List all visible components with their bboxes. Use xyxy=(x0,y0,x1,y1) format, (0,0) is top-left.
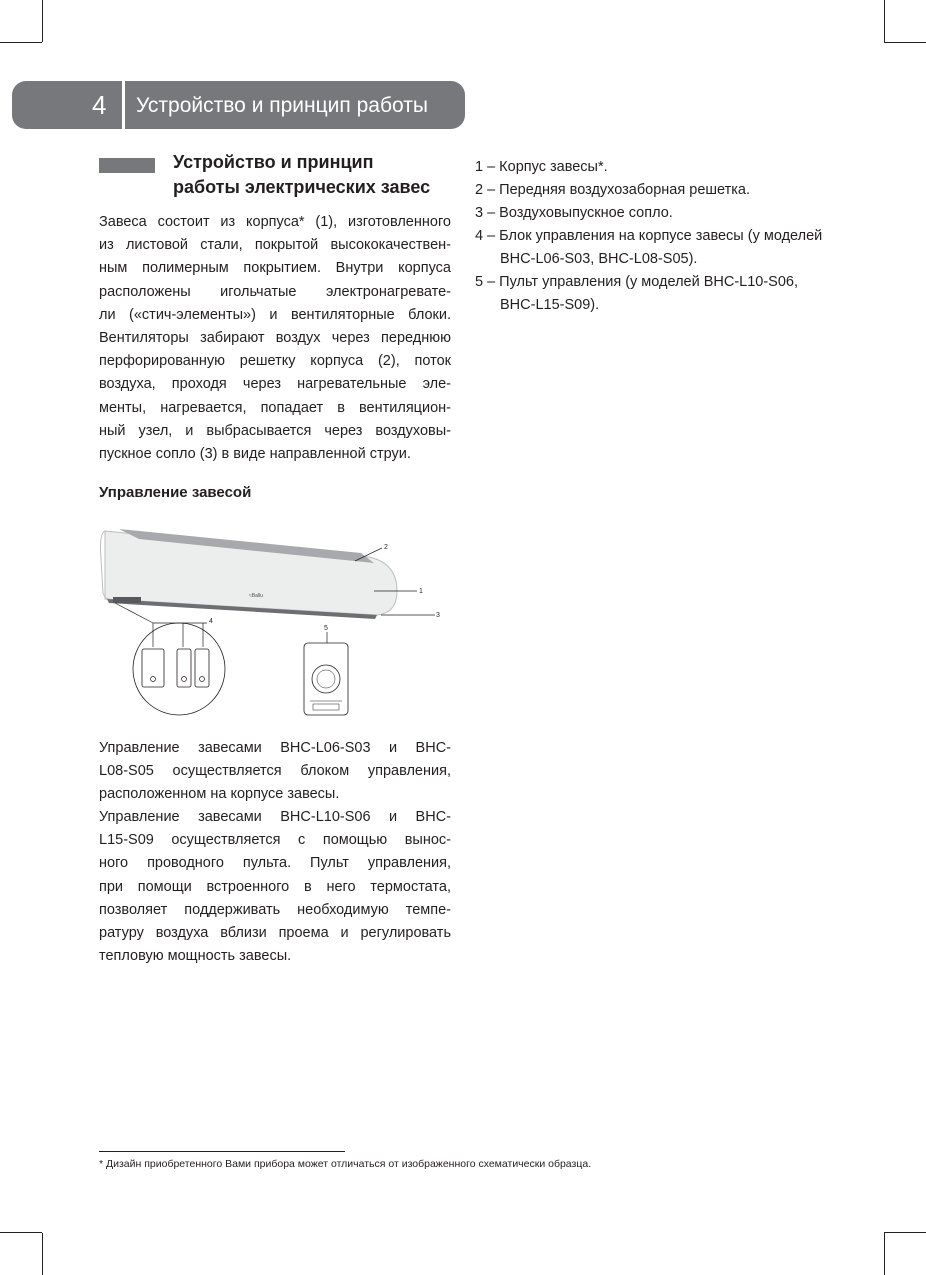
crop-mark xyxy=(0,1232,42,1233)
header-divider xyxy=(122,81,125,129)
control-heading: Управление завесой xyxy=(99,484,252,501)
crop-mark xyxy=(884,1232,926,1233)
legend-item: 1 – Корпус завесы*. xyxy=(475,159,608,175)
svg-text:≈Ballu: ≈Ballu xyxy=(249,593,263,599)
chapter-header xyxy=(12,81,465,129)
label-5: 5 xyxy=(324,625,328,632)
crop-mark xyxy=(42,1233,43,1275)
legend-item: 4 – Блок управления на корпусе завесы (у моделей ВНС-L06-S03, ВНС-L08-S05). xyxy=(475,228,823,267)
control-paragraph-1: Управление завесами ВНС-L06-S03 и ВНС- L08-S05 осуществляется блоком управления, расположенном на корпусе завесы. xyxy=(99,740,451,803)
chapter-title: Устройство и принцип работы xyxy=(136,94,428,117)
intro-paragraph: Завеса состоит из корпуса* (1), изготовленного из листовой стали, покрытой высококачествен- ным полимерным покрытием. Внутри корпуса расположены игольчатые электронагревате- ли («стич-элементы») и вентиляторные блоки. Вентиляторы забирают воздух через переднюю перфорированную решетку корпуса (2), поток воздуха, проходя через нагревательные эле- менты, нагревается, попадает в вентиляцион- ный узел, и выбрасывается через воздуховы- пускное сопло (3) в виде направленной струи. xyxy=(99,214,451,463)
section-marker xyxy=(99,158,155,173)
legend-item: 2 – Передняя воздухозаборная решетка. xyxy=(475,182,750,198)
control-paragraph-2: Управление завесами ВНС-L10-S06 и ВНС- L15-S09 осуществляется с помощью вынос- ного проводного пульта. Пульт управления, при помощи встроенного в него термостата, позволяет поддерживать необходимую темпе- ратуру воздуха вблизи проема и регулировать тепловую мощность завесы. xyxy=(99,809,451,965)
crop-mark xyxy=(884,1233,885,1275)
label-4: 4 xyxy=(209,618,213,625)
control-block-on-body xyxy=(113,597,141,603)
crop-mark xyxy=(0,42,42,43)
crop-mark xyxy=(42,0,43,42)
air-curtain-figure xyxy=(99,519,449,724)
label-3: 3 xyxy=(436,612,440,619)
footnote: * Дизайн приобретенного Вами прибора может отличаться от изображенного схематически образца. xyxy=(99,1158,592,1170)
footnote-rule xyxy=(99,1151,345,1152)
section-title: Устройство и принцип работы электрических завес xyxy=(173,152,431,197)
crop-mark xyxy=(884,42,926,43)
label-1: 1 xyxy=(419,588,423,595)
page-number: 4 xyxy=(92,90,107,120)
label-2: 2 xyxy=(384,544,388,551)
figure-legend xyxy=(475,156,835,317)
crop-mark xyxy=(884,0,885,42)
legend-item: 5 – Пульт управления (у моделей ВНС-L10-S06, ВНС-L15-S09). xyxy=(475,274,799,313)
legend-item: 3 – Воздуховыпускное сопло. xyxy=(475,205,673,221)
